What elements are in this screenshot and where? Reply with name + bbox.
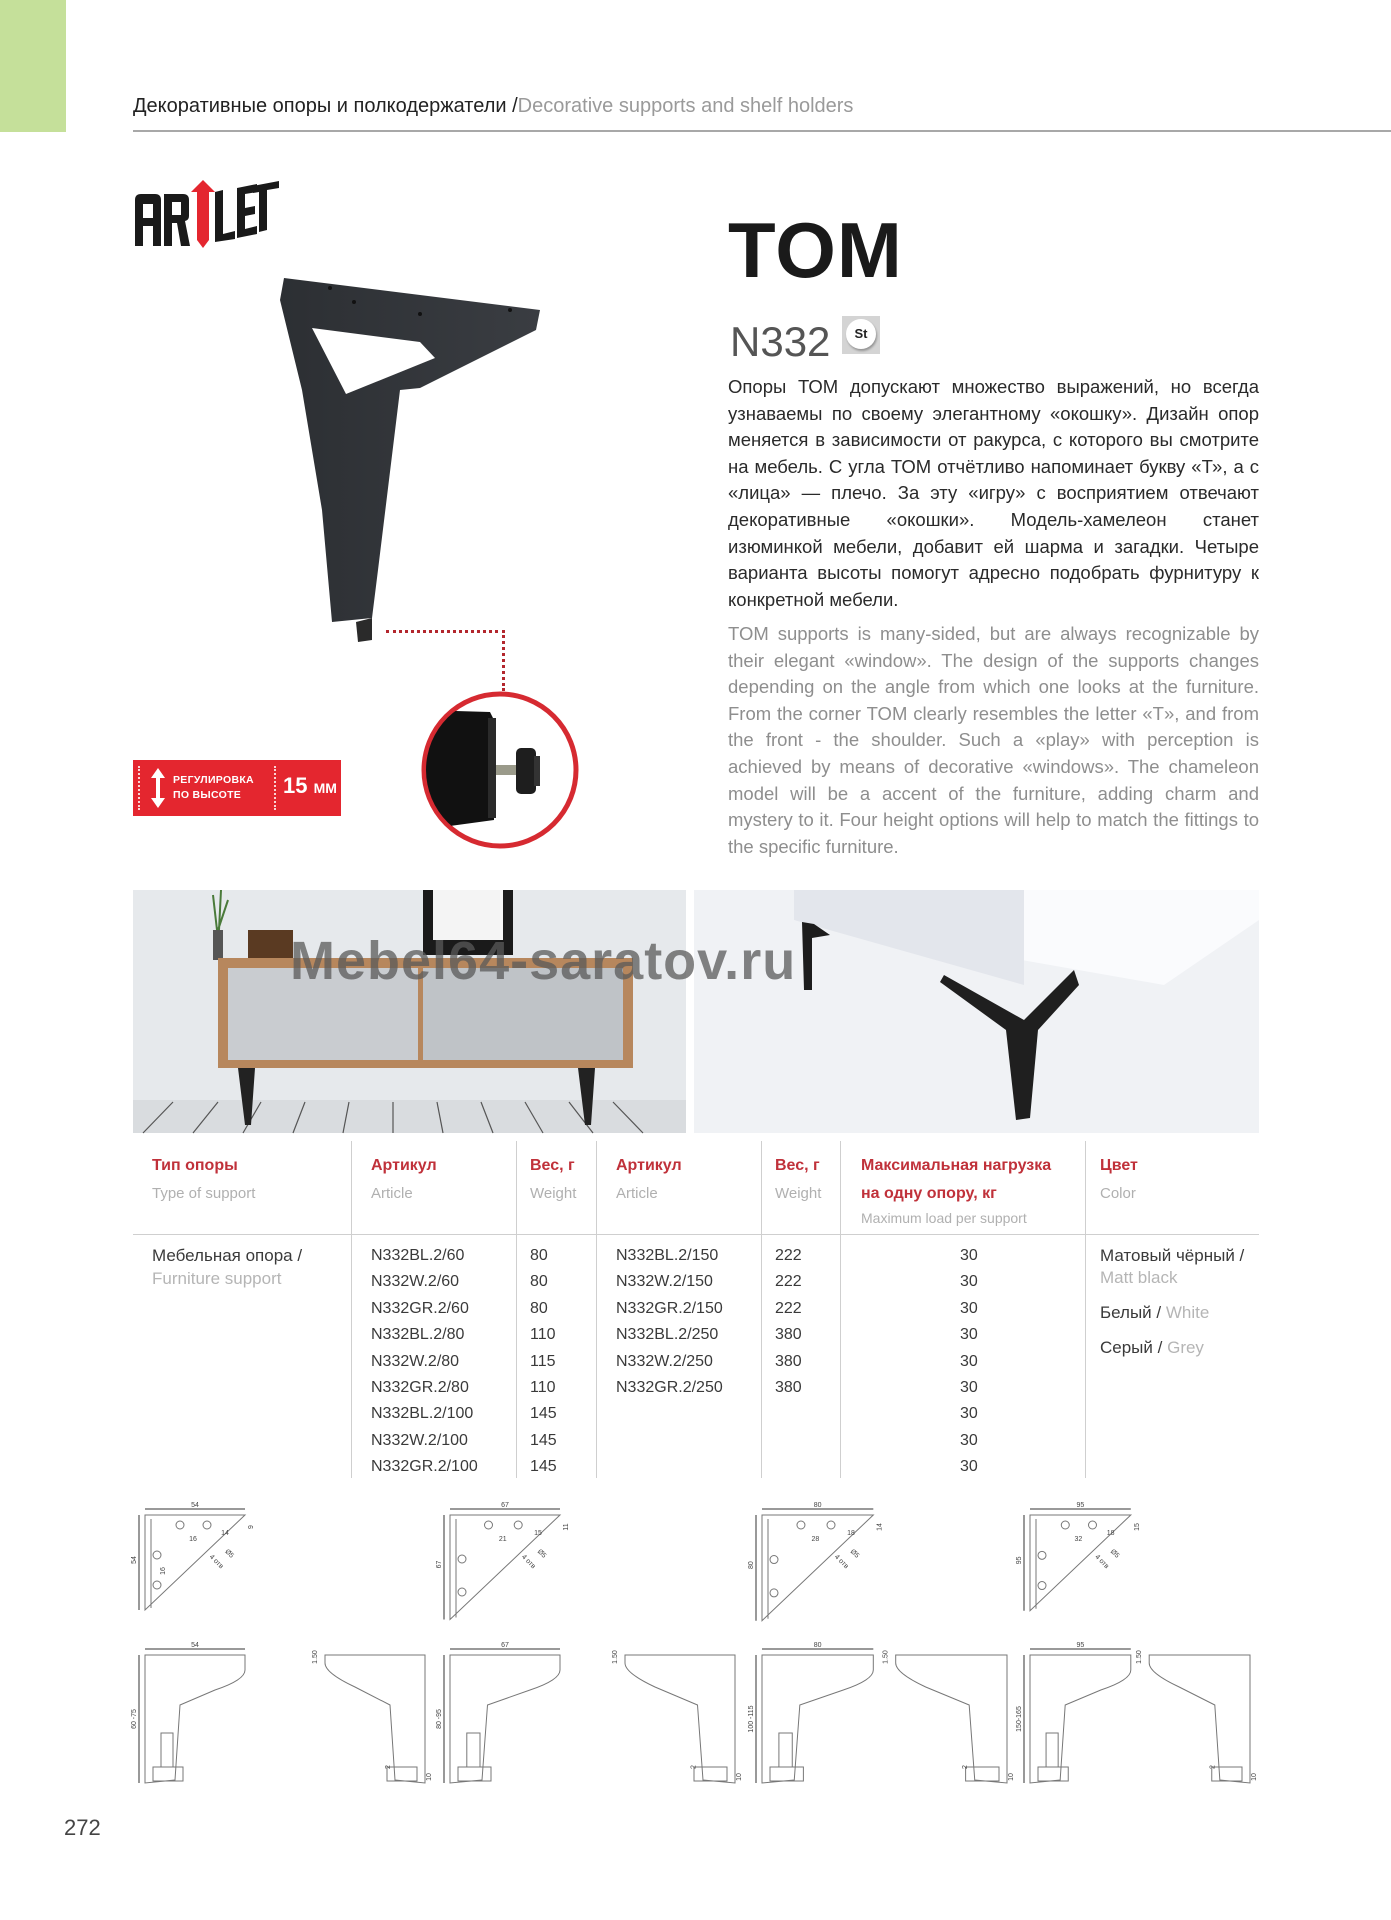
article-cell: N332BL.2/150: [616, 1247, 719, 1264]
badge-value: [283, 773, 337, 799]
col-header-weight-1: [530, 1152, 576, 1208]
header-article1-en: Article: [371, 1185, 413, 1202]
dimension-label: 60 -75: [131, 1709, 138, 1729]
table-divider: [516, 1141, 517, 1478]
dimension-label: 2: [690, 1765, 698, 1769]
max-load-cell: 30: [960, 1273, 978, 1291]
sideboard-photo: [133, 890, 686, 1133]
steel-material-badge: [842, 316, 880, 354]
max-load-cell: 30: [960, 1352, 978, 1370]
weight-cell: 145: [530, 1458, 557, 1476]
color-option: [1100, 1302, 1244, 1324]
color-ru: Матовый чёрный /: [1100, 1246, 1245, 1265]
dimension-label: 10: [426, 1773, 433, 1781]
dimension-label: 1.50: [312, 1650, 319, 1664]
leg-closeup-photo: [694, 890, 1259, 1133]
leg-dimension-drawing: [748, 1502, 1017, 1795]
color-en: White: [1165, 1303, 1210, 1322]
dimension-label: 2: [1209, 1765, 1217, 1769]
weight-cell: 110: [530, 1379, 556, 1397]
dimension-label: 18: [1106, 1530, 1115, 1537]
weight-cell: 80: [530, 1273, 548, 1291]
weight-cell: 380: [775, 1352, 802, 1370]
article-column-1: [371, 1243, 478, 1481]
badge-value-unit: ММ: [313, 780, 337, 796]
dimension-label: 14: [876, 1523, 884, 1531]
dimension-label: 54: [191, 1502, 199, 1509]
badge-label: [173, 773, 254, 803]
article-cell: N332GR.2/100: [371, 1458, 478, 1476]
dimension-label: 80: [813, 1642, 822, 1649]
max-load-cell: 30: [960, 1379, 978, 1397]
header-weight1-ru: Вес, г: [530, 1157, 575, 1174]
dimension-label: 80: [813, 1502, 822, 1509]
color-en: Grey: [1167, 1338, 1204, 1357]
dimension-label: 67: [501, 1642, 509, 1649]
dimension-label: 10: [1008, 1773, 1015, 1781]
article-cell: N332GR.2/150: [616, 1299, 723, 1317]
dimension-label: 32: [1074, 1536, 1083, 1543]
article-cell: N332BL.2/100: [371, 1405, 474, 1423]
weight-cell: 222: [775, 1299, 802, 1317]
support-type-en: Furniture support: [152, 1269, 282, 1288]
dimension-label: 100 -115: [748, 1705, 755, 1733]
dimension-label: 4 отв: [207, 1553, 225, 1571]
dimension-label: 1.50: [1136, 1650, 1144, 1664]
weight-cell: 380: [775, 1379, 802, 1397]
dimension-label: 10: [1251, 1773, 1258, 1781]
dimension-label: 10: [736, 1773, 743, 1781]
dimension-label: Ø5: [535, 1548, 548, 1560]
dimension-label: 1.50: [882, 1650, 890, 1664]
weight-cell: 80: [530, 1247, 548, 1264]
article-cell: N332W.2/100: [371, 1431, 468, 1449]
header-color-en: Color: [1100, 1185, 1136, 1202]
header-load-ru-1: Максимальная нагрузка: [861, 1157, 1052, 1174]
dimension-label: 15: [1133, 1523, 1141, 1531]
table-divider: [351, 1141, 352, 1478]
weight-cell: 222: [775, 1273, 802, 1291]
table-divider: [596, 1141, 597, 1478]
dimension-label: 15: [534, 1530, 542, 1537]
up-down-arrow-icon: [151, 768, 165, 808]
max-load-column: [960, 1243, 978, 1481]
description-ru: Опоры ТОМ допускают множество выражений, но всегда узнаваемы по своему элегантному «окошку». Дизайн опор меняется в зависимости от ракурса, с которого вы смотрите на мебель. С угла ТОМ отчётливо напоминает букву «Т», а с «лица» — плечо. За эту «игру» с восприятием отвечают декоративные «окошки». Модель-хамелеон станет изюминкой мебели, добавит ей шарма и загадки. Четыре варианта высоты помогут адресно подобрать фурнитуру к конкретной мебели.: [728, 376, 1259, 610]
header-load-en: Maximum load per support: [861, 1210, 1027, 1226]
header-load-ru-2: на одну опору, кг: [861, 1185, 997, 1202]
dimension-label: 2: [385, 1765, 392, 1769]
badge-label-line2: ПО ВЫСОТЕ: [173, 789, 242, 801]
color-ru: Белый /: [1100, 1303, 1162, 1322]
table-divider: [761, 1141, 762, 1478]
color-option: [1100, 1337, 1244, 1359]
weight-cell: 110: [530, 1326, 556, 1344]
dimension-label: 21: [498, 1536, 507, 1543]
color-ru: Серый /: [1100, 1338, 1163, 1357]
dimension-label: Ø5: [223, 1548, 235, 1560]
artlet-logo: [133, 178, 281, 250]
dimension-label: 4 отв: [1093, 1553, 1110, 1571]
header-weight2-en: Weight: [775, 1185, 822, 1202]
dimension-label: 4 отв: [832, 1553, 850, 1571]
color-cell: [1100, 1245, 1244, 1359]
dimension-label: 67: [436, 1560, 443, 1569]
dimension-label: 95: [1076, 1502, 1085, 1509]
table-divider: [1085, 1141, 1086, 1478]
dimension-label: 14: [221, 1530, 229, 1537]
article-cell: N332W.2/80: [371, 1352, 460, 1370]
dimension-label: 2: [961, 1765, 969, 1769]
dimension-label: 1.50: [612, 1650, 619, 1664]
dimension-label: 9: [248, 1525, 255, 1529]
col-header-type: [152, 1152, 255, 1208]
section-header-ru: Декоративные опоры и полкодержатели /: [133, 95, 518, 117]
section-color-tab: [0, 0, 66, 132]
tom-leg-product-image: [270, 270, 540, 650]
support-type-ru: Мебельная опора /: [152, 1246, 303, 1265]
dimension-label: Ø5: [1108, 1548, 1121, 1560]
dimension-label: 4 отв: [519, 1553, 537, 1571]
dimension-label: 28: [811, 1536, 820, 1543]
weight-cell: 80: [530, 1299, 548, 1317]
weight-cell: 145: [530, 1431, 557, 1449]
watermark: Mebel64-saratov.ru: [290, 931, 797, 991]
page-number: 272: [64, 1815, 101, 1840]
badge-label-line1: РЕГУЛИРОВКА: [173, 774, 254, 786]
article-cell: N332W.2/60: [371, 1273, 460, 1291]
section-header-en: Decorative supports and shelf holders: [517, 95, 854, 117]
weight-column-1: [530, 1243, 557, 1481]
max-load-cell: 30: [960, 1458, 978, 1476]
leg-dimension-drawing: [131, 1502, 435, 1795]
height-adjustment-badge: [133, 760, 341, 816]
header-weight2-ru: Вес, г: [775, 1157, 820, 1174]
article-cell: N332GR.2/250: [616, 1379, 723, 1397]
dimension-label: 54: [131, 1556, 138, 1564]
table-divider: [840, 1141, 841, 1478]
article-column-2: [616, 1243, 723, 1401]
max-load-cell: 30: [960, 1405, 978, 1423]
dimension-label: 16: [189, 1536, 197, 1543]
section-header: [133, 95, 853, 118]
dimension-label: Ø5: [848, 1548, 861, 1560]
dimension-label: 11: [563, 1523, 570, 1531]
dimension-label: 150-165: [1016, 1706, 1023, 1732]
article-cell: N332W.2/150: [616, 1273, 713, 1291]
max-load-cell: 30: [960, 1247, 978, 1264]
dimension-label: 67: [501, 1502, 509, 1509]
color-en: Matt black: [1100, 1268, 1178, 1287]
table-header-divider: [133, 1234, 1259, 1235]
header-article2-ru: Артикул: [616, 1157, 682, 1174]
height-adjuster-detail-image: [420, 690, 580, 850]
product-model: N332: [730, 318, 831, 365]
header-weight1-en: Weight: [530, 1185, 577, 1202]
product-title: TOM: [728, 206, 903, 294]
header-divider: [133, 130, 1391, 132]
dimension-label: 95: [1076, 1642, 1085, 1649]
color-option: [1100, 1245, 1244, 1289]
header-article2-en: Article: [616, 1185, 658, 1202]
header-article1-ru: Артикул: [371, 1157, 437, 1174]
article-cell: N332GR.2/60: [371, 1299, 469, 1317]
weight-cell: 115: [530, 1352, 556, 1370]
article-cell: N332BL.2/80: [371, 1326, 465, 1344]
dimension-label: 95: [1016, 1556, 1023, 1565]
leg-dimension-drawing: [436, 1502, 745, 1795]
dimension-label: 18: [847, 1530, 855, 1537]
material-badge-label: St: [846, 319, 876, 349]
article-cell: N332W.2/250: [616, 1352, 713, 1370]
article-cell: N332BL.2/250: [616, 1326, 719, 1344]
support-type-cell: [152, 1244, 302, 1290]
header-color-ru: Цвет: [1100, 1157, 1138, 1174]
weight-column-2: [775, 1243, 802, 1401]
col-header-weight-2: [775, 1152, 821, 1208]
dimension-label: 80: [748, 1561, 755, 1569]
article-cell: N332GR.2/80: [371, 1379, 469, 1397]
max-load-cell: 30: [960, 1326, 978, 1344]
badge-value-number: 15: [283, 773, 308, 798]
max-load-cell: 30: [960, 1431, 978, 1449]
article-cell: N332BL.2/60: [371, 1247, 465, 1264]
detail-connector-line: [386, 630, 505, 691]
header-type-ru: Тип опоры: [152, 1157, 238, 1174]
dimension-label: 16: [160, 1567, 167, 1575]
weight-cell: 145: [530, 1405, 557, 1423]
col-header-max-load: [861, 1152, 1051, 1228]
description-en: TOM supports is many-sided, but are always recognizable by their elegant «window». The design of the supports changes depending on the angle from which one looks at the furniture. From the corner TOM clearly resembles the letter «T», and from the front - the shoulder. Such a «play» with perception is achieved by means of decorative «windows». The chameleon model will be a accent of the furniture, adding charm and mystery to it. Four height options will help to match the fittings to the specific furniture.: [728, 623, 1259, 857]
col-header-article-1: [371, 1152, 437, 1208]
dimension-label: 54: [191, 1642, 199, 1649]
header-type-en: Type of support: [152, 1185, 256, 1202]
weight-cell: 222: [775, 1247, 802, 1264]
dimension-label: 80 -95: [436, 1709, 443, 1729]
col-header-article-2: [616, 1152, 682, 1208]
weight-cell: 380: [775, 1326, 802, 1344]
col-header-color: [1100, 1152, 1138, 1208]
max-load-cell: 30: [960, 1299, 978, 1317]
leg-dimension-drawing: [1016, 1502, 1260, 1795]
